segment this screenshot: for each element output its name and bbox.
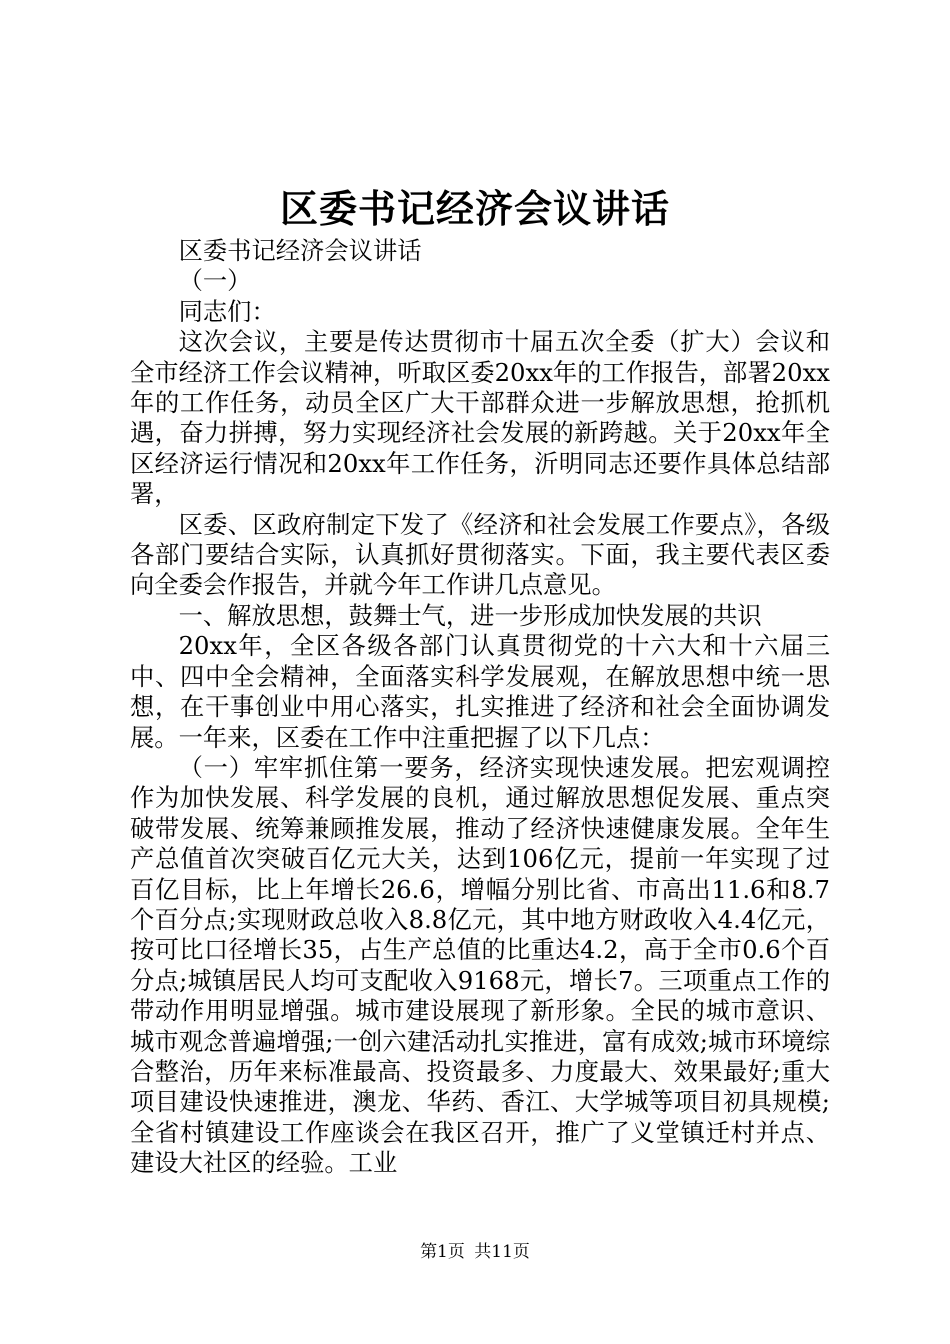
document-body (130, 236, 830, 1179)
paragraph: 这次会议，主要是传达贯彻市十届五次全委（扩大）会议和全市经济工作会议精神，听取区委20xx年的工作报告，部署20xx年的工作任务，动员全区广大干部群众进一步解放思想，抢抓机遇，奋力拼搏，努力实现经济社会发展的新跨越。关于20xx年全区经济运行情况和20xx年工作任务，沂明同志还要作具体总结部署， (130, 327, 830, 509)
paragraph-section-marker: （一） (178, 266, 252, 296)
section-heading: 一、解放思想，鼓舞士气，进一步形成加快发展的共识 (178, 600, 762, 630)
paragraph-salutation: 同志们： (178, 296, 276, 326)
document-title: 区委书记经济会议讲话 (279, 186, 670, 231)
page-footer (0, 1240, 950, 1264)
paragraph: （一）牢牢抓住第一要务，经济实现快速发展。把宏观调控作为加快发展、科学发展的良机，通过解放思想促发展、重点突破带发展、统筹兼顾推发展，推动了经济快速健康发展。全年生产总值首次突破百亿元大关，达到106亿元，提前一年实现了过百亿目标，比上年增长26.6，增幅分别比省、市高出11.6和8.7个百分点;实现财政总收入8.8亿元，其中地方财政收入4.4亿元，按可比口径增长35，占生产总值的比重达4.2，高于全市0.6个百分点;城镇居民人均可支配收入9168元，增长7。三项重点工作的带动作用明显增强。城市建设展现了新形象。全民的城市意识、城市观念普遍增强;一创六建活动扎实推进，富有成效;城市环境综合整治，历年来标准最高、投资最多、力度最大、效果最好;重大项目建设快速推进，澳龙、华药、香江、大学城等项目初具规模;全省村镇建设工作座谈会在我区召开，推广了义堂镇迁村并点、建设大社区的经验。工业 (130, 752, 830, 1178)
page-number: 第1页 (420, 1242, 465, 1262)
paragraph-subtitle: 区委书记经济会议讲话 (178, 236, 422, 265)
paragraph: 20xx年，全区各级各部门认真贯彻党的十六大和十六届三中、四中全会精神，全面落实科学发展观，在解放思想中统一思想，在干事创业中用心落实，扎实推进了经济和社会全面协调发展。一年来，区委在工作中注重把握了以下几点： (130, 631, 830, 752)
page-total: 共11页 (474, 1242, 530, 1262)
paragraph: 区委、区政府制定下发了《经济和社会发展工作要点》，各级各部门要结合实际，认真抓好贯彻落实。下面，我主要代表区委向全委会作报告，并就今年工作讲几点意见。 (130, 509, 830, 600)
